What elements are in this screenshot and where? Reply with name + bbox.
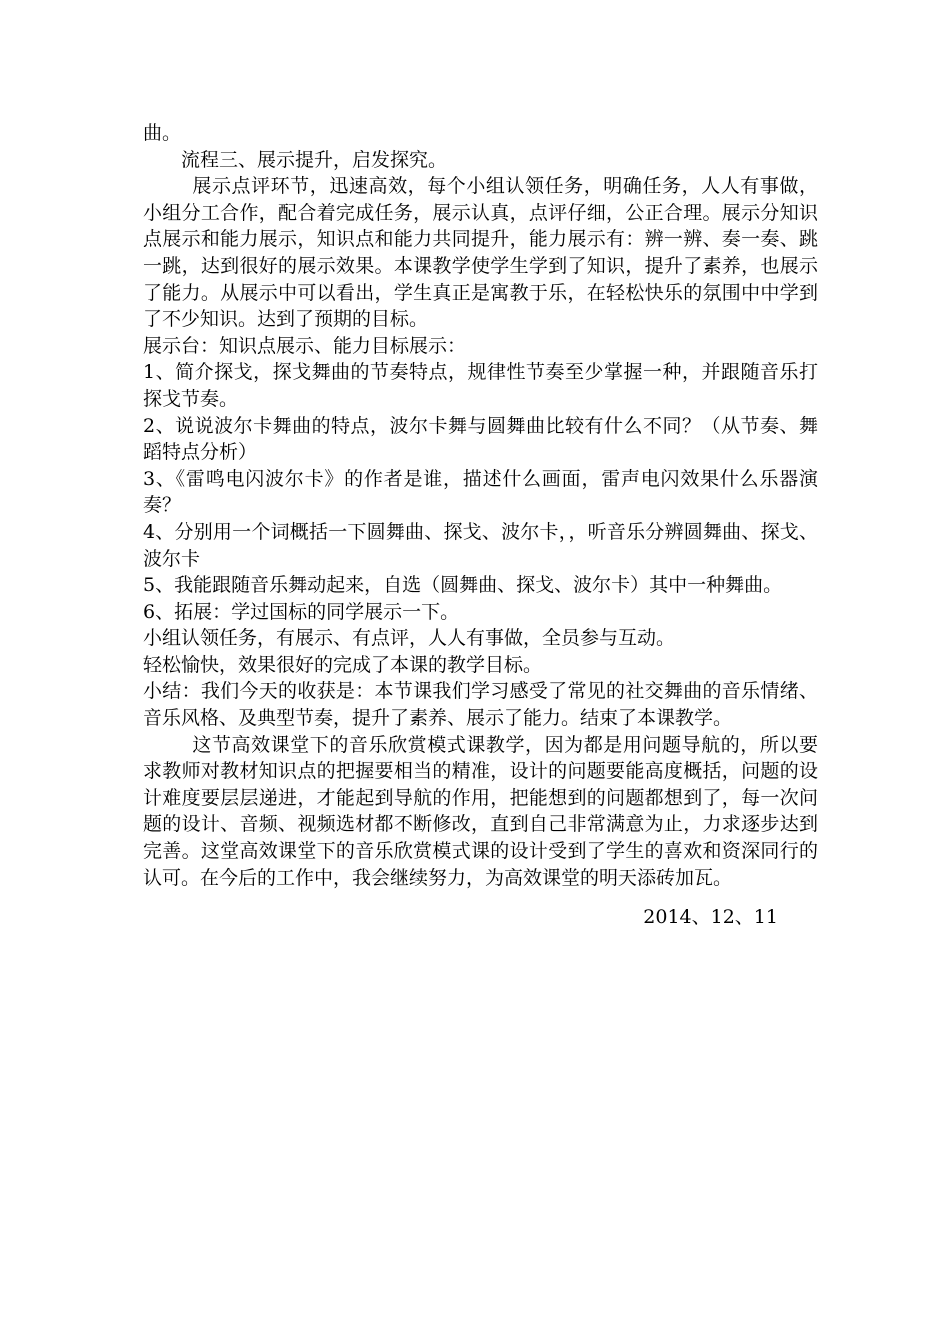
paragraph-goals-met: 轻松愉快，效果很好的完成了本课的教学目标。 [143, 653, 543, 676]
section-heading-process-three: 流程三、展示提升，启发探究。 [181, 148, 448, 171]
list-item-1: 1、简介探戈，探戈舞曲的节奏特点，规律性节奏至少掌握一种，并跟随音乐打探戈节奏。 [143, 361, 818, 410]
document-date: 2014、12、11 [643, 906, 778, 929]
list-item-3: 3、《雷鸣电闪波尔卡》的作者是谁，描述什么画面，雷声电闪效果什么乐器演奏？ [143, 467, 818, 517]
paragraph-group-tasks: 小组认领任务，有展示、有点评，人人有事做，全员参与互动。 [143, 627, 676, 650]
paragraph-summary: 小结：我们今天的收获是：本节课我们学习感受了常见的社交舞曲的音乐情绪、音乐风格、及典型节奏，提升了素养、展示了能力。结束了本课教学。 [143, 680, 818, 730]
display-platform-heading: 展示台：知识点展示、能力目标展示： [143, 334, 467, 357]
list-item-4: 4、分别用一个词概括一下圆舞曲、探戈、波尔卡，，听音乐分辨圆舞曲、探戈、波尔卡 [143, 520, 818, 570]
paragraph-continuation: 曲。 [143, 122, 182, 144]
paragraph-reflection: 这节高效课堂下的音乐欣赏模式课教学，因为都是用问题导航的，所以要求教师对教材知识点的把握要相当的精准，设计的问题要能高度概括，问题的设计难度要层层递进，才能起到导航的作用，把能想到的问题都想到了，每一次问题的设计、音频、视频选材都不断修改，直到自己非常满意为止，力求逐步达到完善。这堂高效课堂下的音乐欣赏模式课的设计受到了学生的喜欢和资深同行的认可。在今后的工作中，我会继续努力，为高效课堂的明天添砖加瓦。 [143, 733, 818, 889]
list-item-2: 2、说说波尔卡舞曲的特点，波尔卡舞与圆舞曲比较有什么不同？（从节奏、舞蹈特点分析） [143, 414, 818, 464]
list-item-6: 6、拓展：学过国标的同学展示一下。 [143, 600, 460, 623]
list-item-5: 5、我能跟随音乐舞动起来，自选（圆舞曲、探戈、波尔卡）其中一种舞曲。 [143, 574, 783, 597]
paragraph-display-review: 展示点评环节，迅速高效，每个小组认领任务，明确任务，人人有事做，小组分工合作，配合着完成任务，展示认真，点评仔细，公正合理。展示分知识点展示和能力展示，知识点和能力共同提升，能力展示有：辨一辨、奏一奏、跳一跳，达到很好的展示效果。本课教学使学生学到了知识，提升了素养，也展示了能力。从展示中可以看出，学生真正是寓教于乐，在轻松快乐的氛围中中学到了不少知识。达到了预期的目标。 [143, 175, 818, 331]
document-body [143, 120, 818, 931]
